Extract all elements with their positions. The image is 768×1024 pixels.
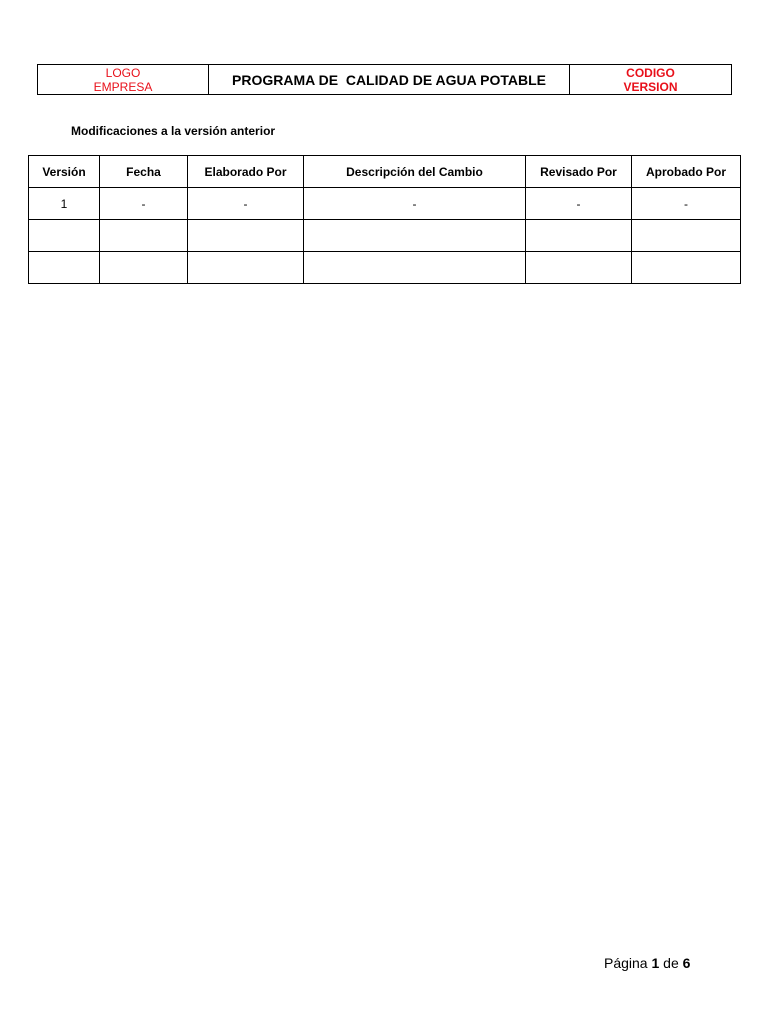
table-cell: 1 (29, 188, 100, 220)
table-row (29, 252, 741, 284)
table-cell: - (304, 188, 526, 220)
table-row (29, 188, 741, 220)
table-cell: - (526, 188, 632, 220)
column-header-prepared-by: Elaborado Por (188, 156, 304, 188)
page-number (604, 955, 690, 971)
company-label: EMPRESA (93, 79, 153, 94)
company-logo-placeholder (38, 65, 209, 95)
page-label: Página (604, 955, 648, 971)
table-cell: - (188, 188, 304, 220)
table-cell: - (632, 188, 741, 220)
document-code-version (570, 65, 732, 95)
table-header-row (29, 156, 741, 188)
of-label: de (663, 955, 679, 971)
changes-table (28, 155, 741, 284)
column-header-date: Fecha (100, 156, 188, 188)
table-cell: - (100, 188, 188, 220)
current-page: 1 (651, 955, 660, 971)
table-cell (188, 220, 304, 252)
column-header-change-description: Descripción del Cambio (304, 156, 526, 188)
document-title: PROGRAMA DE CALIDAD DE AGUA POTABLE (209, 65, 570, 95)
table-cell (304, 252, 526, 284)
table-cell (526, 252, 632, 284)
code-label: CODIGO (626, 65, 675, 80)
section-title: Modificaciones a la versión anterior (71, 124, 276, 138)
table-cell (188, 252, 304, 284)
column-header-version: Versión (29, 156, 100, 188)
table-cell (632, 252, 741, 284)
column-header-reviewed-by: Revisado Por (526, 156, 632, 188)
table-cell (29, 252, 100, 284)
document-header (37, 64, 732, 95)
table-row (29, 220, 741, 252)
table-cell (100, 252, 188, 284)
table-cell (100, 220, 188, 252)
table-cell (304, 220, 526, 252)
column-header-approved-by: Aprobado Por (632, 156, 741, 188)
total-pages: 6 (682, 955, 691, 971)
logo-label: LOGO (105, 65, 141, 80)
table-cell (29, 220, 100, 252)
table-cell (632, 220, 741, 252)
version-label: VERSION (623, 79, 678, 94)
table-cell (526, 220, 632, 252)
